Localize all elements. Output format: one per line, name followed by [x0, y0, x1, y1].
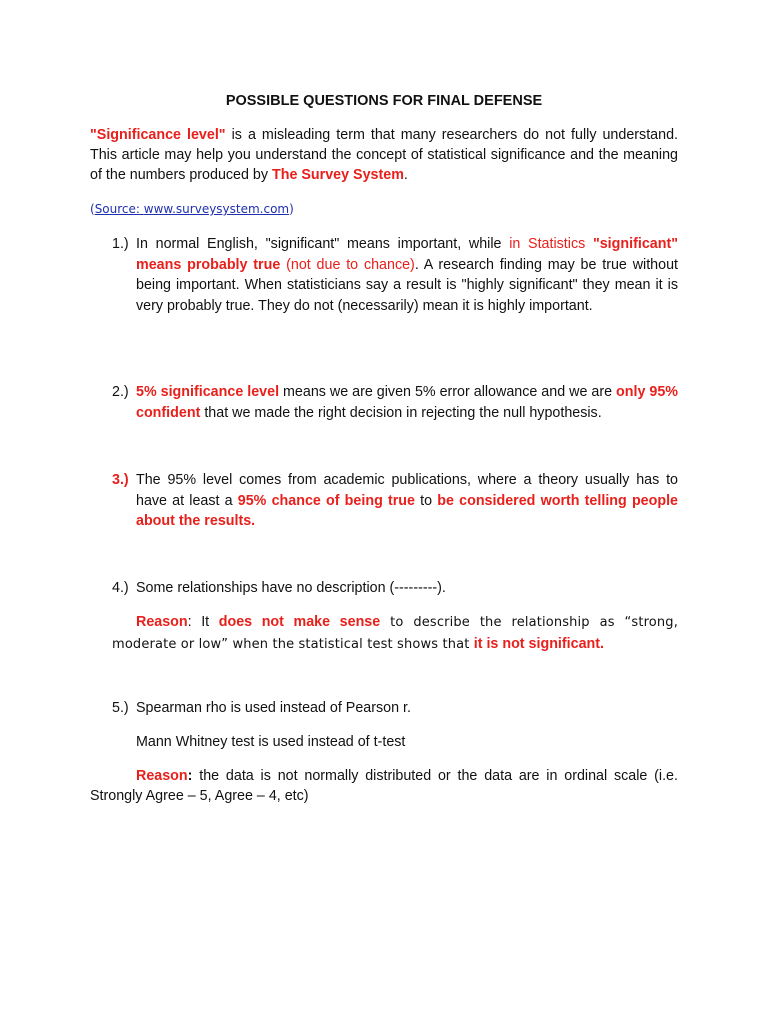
- q1-text-e: . A research finding may be true without being important. When statisticians say a result is "highly significant" they mean it is very probably true. They do not (necessarily) mean it is highly important.: [136, 256, 678, 314]
- source-line: [90, 202, 294, 216]
- survey-system-highlight: The Survey System: [272, 167, 404, 183]
- reason-5: [90, 766, 678, 806]
- reason-label: Reason: [136, 768, 188, 784]
- source-link[interactable]: www.surveysystem.com: [143, 202, 290, 216]
- source-label[interactable]: Source:: [94, 202, 144, 216]
- source-close: ): [289, 202, 294, 216]
- reason-conclusion: it is not significant.: [473, 635, 604, 652]
- reason-5-line1: [90, 766, 678, 786]
- question-5: [112, 698, 678, 719]
- question-number: 1.): [112, 236, 129, 252]
- reason-text-3: to describe the relationship as “strong, moderate or low” when the statistical test shows that: [112, 615, 678, 652]
- q1-text-d: (not due to chance): [280, 256, 415, 273]
- question-text: Spearman rho is used instead of Pearson r.: [136, 700, 411, 716]
- q1-highlight: "significant" means probably true: [136, 236, 679, 273]
- intro-paragraph: [90, 125, 678, 185]
- source-open: (: [90, 202, 95, 216]
- q3-highlight-d: be considered worth telling people about the results.: [136, 492, 679, 529]
- q1-text-b: in Statistics: [509, 236, 593, 252]
- term-highlight: "Significance level": [90, 127, 226, 143]
- question-number: 4.): [112, 580, 129, 596]
- question-4: [112, 578, 678, 599]
- question-text: [136, 234, 678, 316]
- question-text: [136, 382, 678, 423]
- question-number: 3.): [112, 472, 129, 488]
- question-text: Some relationships have no description (---------).: [136, 580, 446, 596]
- question-text: [136, 470, 678, 532]
- q3-highlight-b: 95% chance of being true: [237, 492, 415, 509]
- q2-text-b: means we are given 5% error allowance and we are: [279, 384, 617, 400]
- reason-text-1: the data is not normally distributed or the data are in ordinal scale (i.e.: [192, 768, 678, 784]
- question-number: 5.): [112, 700, 129, 716]
- question-3: [112, 470, 678, 532]
- reason-colon: :: [187, 768, 193, 784]
- q3-text-a: The 95% level comes from academic publications, where a theory usually has to have at least a: [136, 472, 678, 509]
- question-1: [112, 234, 678, 316]
- q2-highlight-c: only 95% confident: [136, 384, 678, 421]
- reason-label: Reason: [136, 614, 188, 630]
- reason-5-line2: Strongly Agree – 5, Agree – 4, etc): [90, 788, 309, 804]
- intro-text: is a misleading term that many researchers do not fully understand. This article may help you understand the concept of statistical significance and the meaning of the numbers produced by: [90, 127, 678, 183]
- reason-text: [112, 612, 678, 655]
- q3-text-c: to: [415, 492, 438, 509]
- reason-highlight: does not make sense: [218, 614, 381, 630]
- q1-text-a: In normal English, "significant" means important, while: [136, 236, 510, 252]
- q2-highlight-a: 5% significance level: [136, 384, 280, 400]
- mann-whitney-line: Mann Whitney test is used instead of t-test: [136, 734, 406, 750]
- page-title: POSSIBLE QUESTIONS FOR FINAL DEFENSE: [225, 93, 543, 109]
- question-number: 2.): [112, 384, 129, 400]
- intro-end: .: [403, 167, 408, 183]
- question-2: [112, 382, 678, 423]
- reason-text-1: : It: [187, 614, 219, 630]
- q2-text-d: that we made the right decision in rejecting the null hypothesis.: [200, 404, 602, 421]
- reason-4: [112, 612, 678, 655]
